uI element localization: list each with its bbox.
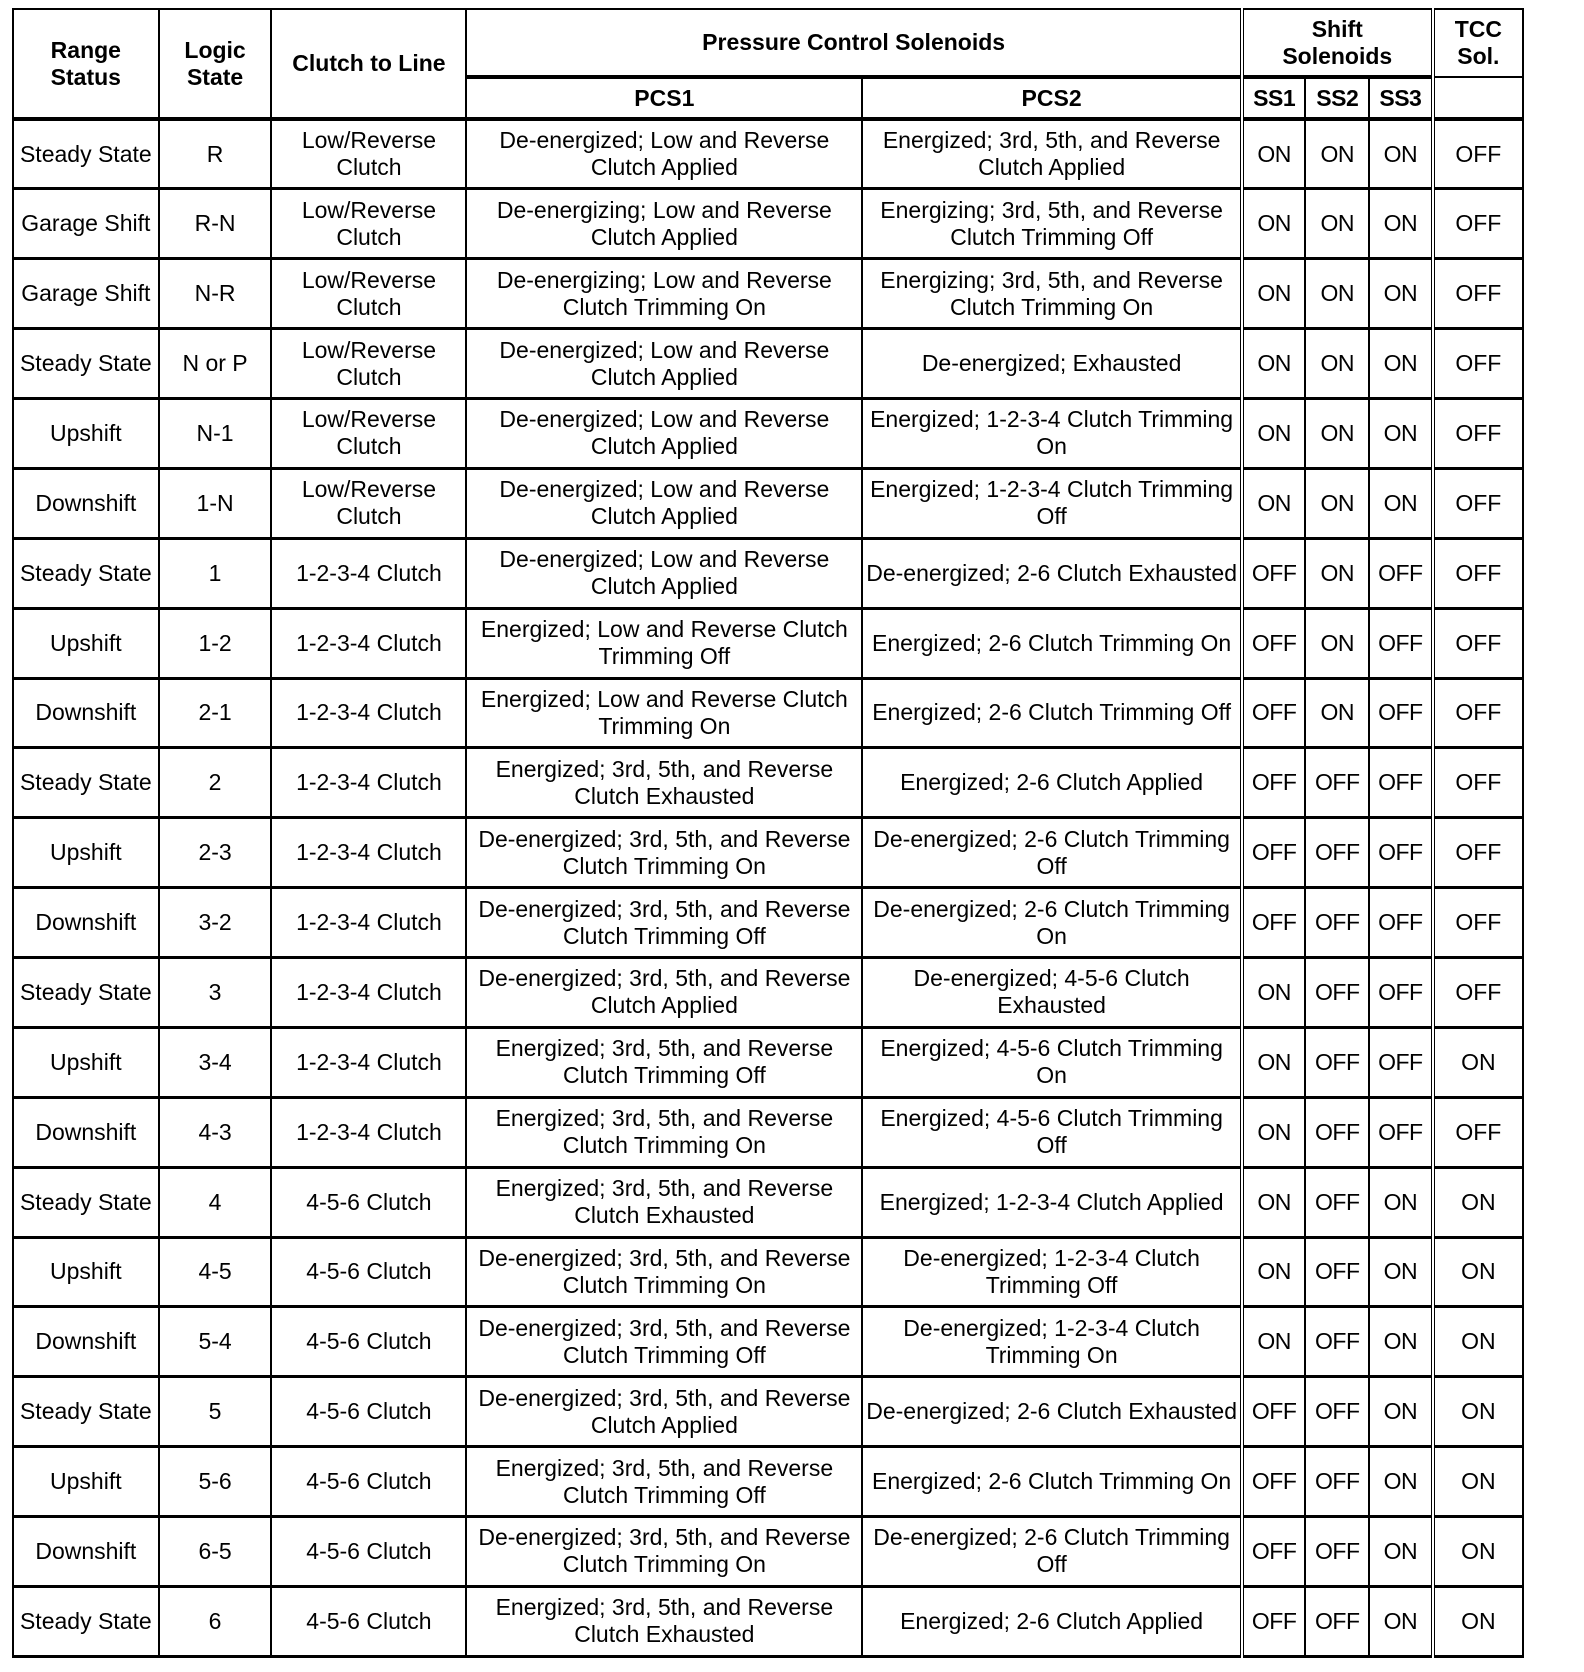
cell-pcs1: Energized; 3rd, 5th, and Reverse Clutch Trimming On	[466, 1097, 862, 1167]
cell-ss2: OFF	[1305, 1027, 1369, 1097]
header-ss2: SS2	[1305, 77, 1369, 119]
cell-clutch-to-line: Low/Reverse Clutch	[271, 329, 466, 399]
header-pcs1: PCS1	[466, 77, 862, 119]
table-row	[13, 1167, 1523, 1237]
cell-pcs2: Energized; 2-6 Clutch Trimming On	[862, 608, 1242, 678]
header-tcc-empty	[1433, 77, 1523, 119]
table-row	[13, 468, 1523, 538]
cell-ss3: OFF	[1369, 608, 1433, 678]
cell-ss1: OFF	[1242, 1517, 1306, 1587]
cell-ss3: ON	[1369, 329, 1433, 399]
cell-pcs1: Energized; 3rd, 5th, and Reverse Clutch Exhausted	[466, 748, 862, 818]
header-logic-state	[159, 9, 272, 119]
table-row	[13, 1586, 1523, 1656]
cell-pcs2: Energized; 1-2-3-4 Clutch Trimming Off	[862, 468, 1242, 538]
cell-ss2: ON	[1305, 259, 1369, 329]
cell-clutch-to-line: 1-2-3-4 Clutch	[271, 818, 466, 888]
cell-range-status: Garage Shift	[13, 259, 159, 329]
cell-tcc: OFF	[1433, 259, 1523, 329]
cell-logic-state: 2	[159, 748, 272, 818]
cell-tcc: ON	[1433, 1447, 1523, 1517]
cell-tcc: OFF	[1433, 468, 1523, 538]
cell-range-status: Downshift	[13, 1097, 159, 1167]
cell-ss1: ON	[1242, 468, 1306, 538]
cell-logic-state: 3	[159, 958, 272, 1028]
cell-ss2: OFF	[1305, 1586, 1369, 1656]
header-clutch-to-line-label: Clutch to Line	[292, 50, 446, 76]
cell-clutch-to-line: 1-2-3-4 Clutch	[271, 678, 466, 748]
cell-ss2: ON	[1305, 189, 1369, 259]
cell-tcc: ON	[1433, 1027, 1523, 1097]
cell-ss2: ON	[1305, 329, 1369, 399]
cell-ss1: OFF	[1242, 538, 1306, 608]
cell-ss2: OFF	[1305, 1237, 1369, 1307]
cell-clutch-to-line: 4-5-6 Clutch	[271, 1517, 466, 1587]
cell-ss1: ON	[1242, 1237, 1306, 1307]
header-tcc-sol-label: TCC Sol.	[1454, 16, 1502, 69]
cell-tcc: ON	[1433, 1307, 1523, 1377]
cell-clutch-to-line: 1-2-3-4 Clutch	[271, 538, 466, 608]
cell-logic-state: 4-3	[159, 1097, 272, 1167]
table-row	[13, 1027, 1523, 1097]
cell-ss3: ON	[1369, 119, 1433, 189]
cell-ss2: OFF	[1305, 888, 1369, 958]
cell-ss3: ON	[1369, 468, 1433, 538]
table-row	[13, 748, 1523, 818]
cell-logic-state: N or P	[159, 329, 272, 399]
cell-pcs2: De-energized; 2-6 Clutch Exhausted	[862, 1377, 1242, 1447]
cell-pcs2: De-energized; 4-5-6 Clutch Exhausted	[862, 958, 1242, 1028]
cell-tcc: OFF	[1433, 818, 1523, 888]
header-logic-state-label: Logic State	[184, 36, 246, 90]
cell-pcs1: Energized; Low and Reverse Clutch Trimming Off	[466, 608, 862, 678]
cell-pcs1: De-energized; Low and Reverse Clutch Applied	[466, 399, 862, 469]
cell-logic-state: 3-2	[159, 888, 272, 958]
cell-clutch-to-line: 1-2-3-4 Clutch	[271, 1027, 466, 1097]
cell-range-status: Steady State	[13, 958, 159, 1028]
cell-pcs1: De-energized; 3rd, 5th, and Reverse Clutch Applied	[466, 958, 862, 1028]
cell-ss3: ON	[1369, 1517, 1433, 1587]
cell-ss2: OFF	[1305, 1167, 1369, 1237]
cell-ss3: ON	[1369, 1307, 1433, 1377]
cell-range-status: Steady State	[13, 538, 159, 608]
cell-ss3: OFF	[1369, 888, 1433, 958]
header-tcc-sol	[1433, 9, 1523, 77]
cell-pcs1: De-energizing; Low and Reverse Clutch Applied	[466, 189, 862, 259]
cell-clutch-to-line: 4-5-6 Clutch	[271, 1237, 466, 1307]
cell-tcc: OFF	[1433, 538, 1523, 608]
cell-clutch-to-line: 4-5-6 Clutch	[271, 1377, 466, 1447]
cell-clutch-to-line: 1-2-3-4 Clutch	[271, 748, 466, 818]
cell-ss2: ON	[1305, 468, 1369, 538]
cell-logic-state: 4-5	[159, 1237, 272, 1307]
cell-ss3: OFF	[1369, 1027, 1433, 1097]
cell-tcc: OFF	[1433, 1097, 1523, 1167]
header-shift-solenoids	[1242, 9, 1433, 77]
cell-range-status: Downshift	[13, 888, 159, 958]
cell-pcs2: De-energized; 2-6 Clutch Trimming Off	[862, 818, 1242, 888]
cell-tcc: ON	[1433, 1517, 1523, 1587]
cell-ss2: ON	[1305, 538, 1369, 608]
cell-ss1: OFF	[1242, 748, 1306, 818]
cell-range-status: Downshift	[13, 468, 159, 538]
cell-pcs1: De-energized; 3rd, 5th, and Reverse Clutch Trimming On	[466, 818, 862, 888]
cell-ss1: OFF	[1242, 678, 1306, 748]
cell-ss1: OFF	[1242, 818, 1306, 888]
cell-range-status: Upshift	[13, 608, 159, 678]
table-body	[13, 119, 1523, 1657]
cell-tcc: OFF	[1433, 399, 1523, 469]
cell-ss1: ON	[1242, 1027, 1306, 1097]
cell-range-status: Steady State	[13, 1167, 159, 1237]
cell-clutch-to-line: 4-5-6 Clutch	[271, 1307, 466, 1377]
table-row	[13, 1097, 1523, 1167]
cell-ss3: OFF	[1369, 818, 1433, 888]
table-row	[13, 1377, 1523, 1447]
cell-range-status: Downshift	[13, 1307, 159, 1377]
table-row	[13, 888, 1523, 958]
cell-ss3: ON	[1369, 259, 1433, 329]
cell-pcs1: De-energized; Low and Reverse Clutch Applied	[466, 468, 862, 538]
cell-range-status: Upshift	[13, 1237, 159, 1307]
cell-range-status: Steady State	[13, 329, 159, 399]
cell-pcs1: De-energized; 3rd, 5th, and Reverse Clutch Applied	[466, 1377, 862, 1447]
cell-clutch-to-line: 1-2-3-4 Clutch	[271, 958, 466, 1028]
table-row	[13, 678, 1523, 748]
cell-range-status: Downshift	[13, 678, 159, 748]
cell-clutch-to-line: 1-2-3-4 Clutch	[271, 608, 466, 678]
cell-clutch-to-line: 4-5-6 Clutch	[271, 1167, 466, 1237]
cell-ss3: ON	[1369, 1167, 1433, 1237]
table-row	[13, 1237, 1523, 1307]
cell-range-status: Upshift	[13, 1027, 159, 1097]
cell-tcc: ON	[1433, 1377, 1523, 1447]
header-range-status-label: Range Status	[50, 36, 121, 90]
cell-ss2: OFF	[1305, 818, 1369, 888]
header-clutch-to-line	[271, 9, 466, 119]
cell-ss2: OFF	[1305, 1097, 1369, 1167]
cell-tcc: OFF	[1433, 608, 1523, 678]
cell-ss3: OFF	[1369, 538, 1433, 608]
cell-ss2: OFF	[1305, 1307, 1369, 1377]
cell-pcs2: Energized; 2-6 Clutch Trimming On	[862, 1447, 1242, 1517]
cell-range-status: Steady State	[13, 119, 159, 189]
cell-tcc: ON	[1433, 1586, 1523, 1656]
cell-ss3: OFF	[1369, 678, 1433, 748]
cell-logic-state: 6-5	[159, 1517, 272, 1587]
table-row	[13, 259, 1523, 329]
cell-ss2: OFF	[1305, 958, 1369, 1028]
table-row	[13, 608, 1523, 678]
cell-pcs2: De-energized; Exhausted	[862, 329, 1242, 399]
cell-ss1: ON	[1242, 189, 1306, 259]
cell-ss2: ON	[1305, 119, 1369, 189]
cell-logic-state: 3-4	[159, 1027, 272, 1097]
cell-ss1: ON	[1242, 399, 1306, 469]
cell-ss3: ON	[1369, 1377, 1433, 1447]
cell-logic-state: 6	[159, 1586, 272, 1656]
table-row	[13, 119, 1523, 189]
cell-tcc: OFF	[1433, 888, 1523, 958]
cell-ss1: OFF	[1242, 608, 1306, 678]
cell-tcc: OFF	[1433, 678, 1523, 748]
cell-ss1: ON	[1242, 958, 1306, 1028]
header-pcs-group-label: Pressure Control Solenoids	[702, 29, 1006, 55]
cell-pcs1: De-energized; Low and Reverse Clutch Applied	[466, 538, 862, 608]
cell-pcs1: Energized; 3rd, 5th, and Reverse Clutch Exhausted	[466, 1167, 862, 1237]
header-pressure-control-solenoids	[466, 9, 1242, 77]
table-row	[13, 538, 1523, 608]
cell-pcs2: Energized; 4-5-6 Clutch Trimming Off	[862, 1097, 1242, 1167]
cell-range-status: Upshift	[13, 399, 159, 469]
table-row	[13, 958, 1523, 1028]
cell-clutch-to-line: Low/Reverse Clutch	[271, 119, 466, 189]
cell-pcs2: De-energized; 2-6 Clutch Trimming On	[862, 888, 1242, 958]
cell-tcc: OFF	[1433, 958, 1523, 1028]
cell-ss3: ON	[1369, 399, 1433, 469]
cell-logic-state: N-1	[159, 399, 272, 469]
cell-pcs2: De-energized; 2-6 Clutch Exhausted	[862, 538, 1242, 608]
cell-pcs2: De-energized; 2-6 Clutch Trimming Off	[862, 1517, 1242, 1587]
cell-pcs1: De-energized; 3rd, 5th, and Reverse Clutch Trimming Off	[466, 888, 862, 958]
cell-clutch-to-line: 1-2-3-4 Clutch	[271, 888, 466, 958]
cell-logic-state: 4	[159, 1167, 272, 1237]
cell-range-status: Garage Shift	[13, 189, 159, 259]
cell-ss3: ON	[1369, 1447, 1433, 1517]
cell-tcc: OFF	[1433, 119, 1523, 189]
cell-logic-state: 2-3	[159, 818, 272, 888]
cell-ss2: ON	[1305, 678, 1369, 748]
cell-ss1: ON	[1242, 1307, 1306, 1377]
table-row	[13, 1447, 1523, 1517]
cell-pcs2: Energized; 1-2-3-4 Clutch Trimming On	[862, 399, 1242, 469]
cell-pcs1: De-energized; 3rd, 5th, and Reverse Clutch Trimming On	[466, 1517, 862, 1587]
cell-ss1: OFF	[1242, 888, 1306, 958]
cell-pcs2: Energizing; 3rd, 5th, and Reverse Clutch Trimming On	[862, 259, 1242, 329]
cell-logic-state: 5-6	[159, 1447, 272, 1517]
cell-clutch-to-line: 4-5-6 Clutch	[271, 1586, 466, 1656]
cell-ss2: OFF	[1305, 1377, 1369, 1447]
cell-ss1: ON	[1242, 119, 1306, 189]
cell-ss1: OFF	[1242, 1377, 1306, 1447]
cell-range-status: Downshift	[13, 1517, 159, 1587]
cell-pcs2: Energizing; 3rd, 5th, and Reverse Clutch Trimming Off	[862, 189, 1242, 259]
cell-ss2: OFF	[1305, 748, 1369, 818]
cell-clutch-to-line: 1-2-3-4 Clutch	[271, 1097, 466, 1167]
cell-range-status: Upshift	[13, 1447, 159, 1517]
cell-pcs2: Energized; 2-6 Clutch Applied	[862, 748, 1242, 818]
cell-logic-state: 1-2	[159, 608, 272, 678]
cell-ss3: OFF	[1369, 748, 1433, 818]
table-row	[13, 399, 1523, 469]
header-range-status	[13, 9, 159, 119]
cell-logic-state: N-R	[159, 259, 272, 329]
cell-ss2: OFF	[1305, 1517, 1369, 1587]
cell-tcc: OFF	[1433, 748, 1523, 818]
cell-tcc: ON	[1433, 1167, 1523, 1237]
header-pcs2: PCS2	[862, 77, 1242, 119]
cell-ss3: ON	[1369, 1586, 1433, 1656]
cell-clutch-to-line: Low/Reverse Clutch	[271, 189, 466, 259]
header-ss3: SS3	[1369, 77, 1433, 119]
cell-tcc: OFF	[1433, 189, 1523, 259]
cell-pcs1: Energized; Low and Reverse Clutch Trimming On	[466, 678, 862, 748]
header-ss1: SS1	[1242, 77, 1306, 119]
cell-pcs2: Energized; 3rd, 5th, and Reverse Clutch Applied	[862, 119, 1242, 189]
cell-pcs2: Energized; 4-5-6 Clutch Trimming On	[862, 1027, 1242, 1097]
cell-ss1: OFF	[1242, 1586, 1306, 1656]
cell-logic-state: 5	[159, 1377, 272, 1447]
cell-ss1: ON	[1242, 1167, 1306, 1237]
cell-logic-state: 1	[159, 538, 272, 608]
cell-ss1: ON	[1242, 259, 1306, 329]
cell-tcc: OFF	[1433, 329, 1523, 399]
table-row	[13, 818, 1523, 888]
cell-logic-state: 5-4	[159, 1307, 272, 1377]
cell-pcs1: Energized; 3rd, 5th, and Reverse Clutch Trimming Off	[466, 1447, 862, 1517]
cell-ss2: ON	[1305, 608, 1369, 678]
cell-logic-state: 1-N	[159, 468, 272, 538]
cell-logic-state: R	[159, 119, 272, 189]
cell-ss3: ON	[1369, 189, 1433, 259]
cell-ss3: OFF	[1369, 1097, 1433, 1167]
cell-pcs2: Energized; 2-6 Clutch Applied	[862, 1586, 1242, 1656]
cell-clutch-to-line: Low/Reverse Clutch	[271, 399, 466, 469]
header-row-top	[13, 9, 1523, 77]
cell-ss3: ON	[1369, 1237, 1433, 1307]
cell-logic-state: R-N	[159, 189, 272, 259]
cell-range-status: Upshift	[13, 818, 159, 888]
table-row	[13, 1517, 1523, 1587]
cell-pcs1: Energized; 3rd, 5th, and Reverse Clutch Trimming Off	[466, 1027, 862, 1097]
cell-pcs1: De-energized; Low and Reverse Clutch Applied	[466, 329, 862, 399]
header-shift-group-label: Shift Solenoids	[1282, 15, 1393, 69]
cell-ss1: ON	[1242, 1097, 1306, 1167]
cell-pcs1: De-energized; Low and Reverse Clutch Applied	[466, 119, 862, 189]
cell-pcs1: De-energized; 3rd, 5th, and Reverse Clutch Trimming Off	[466, 1307, 862, 1377]
solenoid-logic-table	[12, 8, 1524, 1658]
cell-ss3: OFF	[1369, 958, 1433, 1028]
cell-tcc: ON	[1433, 1237, 1523, 1307]
cell-ss1: OFF	[1242, 1447, 1306, 1517]
cell-pcs1: De-energized; 3rd, 5th, and Reverse Clutch Trimming On	[466, 1237, 862, 1307]
cell-pcs1: Energized; 3rd, 5th, and Reverse Clutch Exhausted	[466, 1586, 862, 1656]
cell-pcs2: Energized; 2-6 Clutch Trimming Off	[862, 678, 1242, 748]
cell-pcs2: Energized; 1-2-3-4 Clutch Applied	[862, 1167, 1242, 1237]
cell-pcs1: De-energizing; Low and Reverse Clutch Trimming On	[466, 259, 862, 329]
cell-ss2: ON	[1305, 399, 1369, 469]
cell-ss2: OFF	[1305, 1447, 1369, 1517]
cell-range-status: Steady State	[13, 1377, 159, 1447]
cell-range-status: Steady State	[13, 748, 159, 818]
table-row	[13, 1307, 1523, 1377]
cell-clutch-to-line: 4-5-6 Clutch	[271, 1447, 466, 1517]
table-row	[13, 329, 1523, 399]
cell-clutch-to-line: Low/Reverse Clutch	[271, 468, 466, 538]
cell-ss1: ON	[1242, 329, 1306, 399]
cell-pcs2: De-energized; 1-2-3-4 Clutch Trimming Off	[862, 1237, 1242, 1307]
table-row	[13, 189, 1523, 259]
cell-range-status: Steady State	[13, 1586, 159, 1656]
cell-logic-state: 2-1	[159, 678, 272, 748]
cell-pcs2: De-energized; 1-2-3-4 Clutch Trimming On	[862, 1307, 1242, 1377]
cell-clutch-to-line: Low/Reverse Clutch	[271, 259, 466, 329]
